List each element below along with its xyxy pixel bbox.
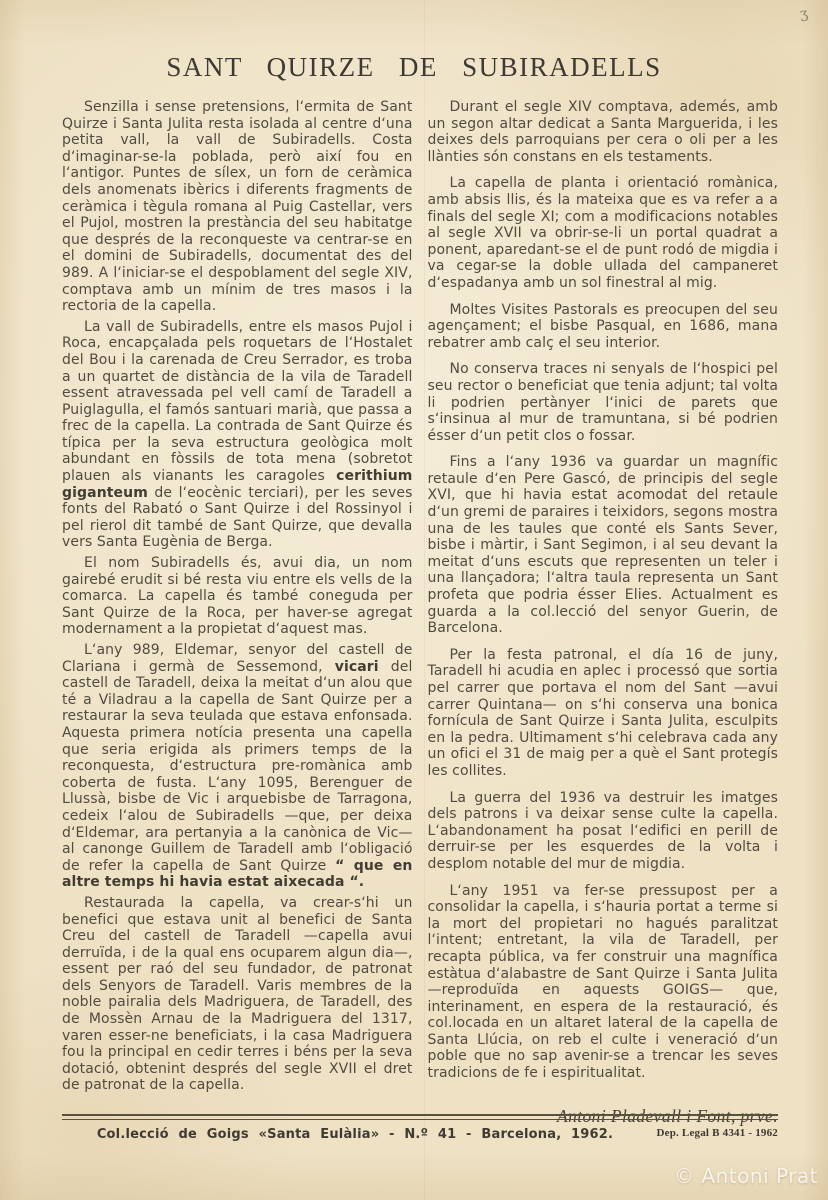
- paragraph: [62, 555, 413, 638]
- footer: [62, 1114, 778, 1145]
- legal-deposit: Dep. Legal B 4341 - 1962: [656, 1127, 778, 1139]
- paragraph: [428, 883, 779, 1082]
- text-run: El nom Subiradells és, avui dia, un nom gairebé erudit si bé resta viu entre els vells de la comarca. La capella és també coneguda per Sant Quirze de la Roca, per haver-se agregat modernament a la propietat d‘aquest mas.: [62, 555, 413, 638]
- paragraph: [428, 361, 779, 444]
- text-run: Senzilla i sense pretensions, l‘ermita de Sant Quirze i Santa Julita resta isolada al centre d‘una petita vall, la vall de Subiradells. Costa d‘imaginar-se-la poblada, però així fou en l‘antigor. Puntes de sílex, un forn de ceràmica dels anomenats ibèrics i diferents fragments de ceràmica i tègula romana al Puig Castellar, vers el Pujol, mostren la prestància del seu habitatge que després de la reconqueste va centrar-se en el domini de Subiradells, documentat des del 989. A l‘iniciar-se el despoblament del segle XIV, comptava amb un mínim de tres masos i la rectoria de la capella.: [62, 99, 413, 315]
- text-run: La guerra del 1936 va destruir les imatges dels patrons i va deixar sense culte la capella. L‘abandonament ha posat l‘edifici en perill de derruir-se per les esquerdes de la volta i desplom notable del mur de migdia.: [427, 789, 778, 872]
- column-right: [428, 99, 779, 1124]
- text-run: L‘any 989, Eldemar, senyor del castell de Clariana i germà de Sessemond,: [62, 642, 413, 675]
- text-run: L‘any 1951 va fer-se pressupost per a consolidar la capella, i s‘hauria portat a terme si la mort del propietari no hagués paralitzat l‘intent; entretant, la vila de Taradell, per recapta pública, va fer construir una magnífica estàtua d‘alabastre de Sant Quirze i Santa Julita —reproduïda en aquests GOIGS— que, interinament, en espera de la restauració, és col.locada en un altaret lateral de la capella de Santa Llúcia, on reb el culte i veneració d‘un poble que no sap avenir-se a trencar les seves tradicions de fe i espiritualitat.: [427, 882, 778, 1082]
- paragraph: [428, 454, 779, 637]
- text-columns: [62, 99, 778, 1124]
- bold-text-run: cerithium giganteum: [62, 468, 413, 501]
- bold-text-run: “ que en altre temps hi havia estat aixecada “.: [62, 857, 413, 891]
- bold-text-run: vicari: [334, 658, 379, 675]
- text-run: Moltes Visites Pastorals es preocupen del seu agençament; el bisbe Pasqual, en 1686, mana rebatrer amb calç el seu interior.: [427, 301, 778, 351]
- paragraph: [62, 319, 413, 551]
- text-run: Per la festa patronal, el día 16 de juny, Taradell hi acudia en aplec i processó que sortia pel carrer que portava el nom del Sant —avui carrer Quintana— on s‘hi conserva una bonica fornícula de Sant Quirze i Santa Julita, esculpits en la pedra. Ultimament s‘hi celebrava cada any un ofici el 31 de maig per a què el Sant protegís les collites.: [427, 646, 778, 779]
- paragraph: [428, 99, 779, 165]
- paragraph: [428, 647, 779, 780]
- text-run: La capella de planta i orientació romànica, amb absis llis, és la mateixa que es va refer a a finals del segle XI; com a modificacions notables al segle XVII va obrir-se-li un portal quadrat a ponent, aparedant-se el de punt rodó de migdia i va cegar-se la doble ullada del campaneret d‘espadanya amb un sol finestral al mig.: [427, 175, 778, 291]
- footer-line: [62, 1127, 778, 1145]
- text-run: del castell de Taradell, deixa la meitat d‘un alou que té a Viladrau a la capella de Sant Quirze per a restaurar la seva teulada que estava enfonsada. Aquesta primera notícia presenta una capella que seria erigida als primers temps de la reconquesta, d‘estructura pre-romànica amb coberta de fusta. L‘any 1095, Berenguer de Llussà, bisbe de Vic i arquebisbe de Tarragona, cedeix l‘alou de Subiradells —que, per deixa d‘Eldemar, ara pertanyia a la canònica de Vic— al canonge Guillem de Taradell amb l‘obligació de refer la capella de Sant Quirze: [62, 658, 413, 874]
- text-run: Restaurada la capella, va crear-s‘hi un benefici que estava unit al benefici de Santa Creu del castell de Taradell —capella avui derruïda, i de la qual ens ocuparem algun dia—, essent per raó del seu fundador, de patronat dels Senyors de Taradell. Varis membres de la noble pairalia dels Madriguera, de Taradell, des de Mossèn Arnau de la Madriguera del 1317, varen esser-ne beneficiats, i la casa Madriguera fou la principal en cedir terres i béns per la seva dotació, obtenint després del segle XVII el dret de patronat de la capella.: [62, 894, 413, 1094]
- text-run: Fins a l‘any 1936 va guardar un magnífic retaule d‘en Pere Gascó, de principis del segle XVI, que hi havia estat acomodat del retaule d‘un gremi de paraires i teixidors, segons mostra una de les taules que conté els Sants Sever, bisbe i màrtir, i Sant Segimon, i al seu devant la meitat d‘uns escuts que representen un teler i una llançadora; l‘altra taula representa un Sant profeta que podria ésser Elies. Actualment es guarda a la col.lecció del senyor Guerin, de Barcelona.: [427, 454, 778, 637]
- author-signature: Antoni Pladevall i Font, prve.: [557, 1105, 778, 1126]
- column-left: [62, 99, 413, 1124]
- collection-imprint: Col.lecció de Goigs «Santa Eulàlia» - N.º 41 - Barcelona, 1962.: [96, 1127, 614, 1142]
- double-rule-separator: [62, 1114, 778, 1120]
- paragraph: [428, 790, 779, 873]
- text-run: de l‘eocènic terciari), per les seves fonts del Rabató o Sant Quirze i del Rossinyol i pel rierol dit també de Sant Quirze, que devalla vers Santa Eugènia de Berga.: [62, 484, 413, 551]
- copyright-watermark: © Antoni Prat: [674, 1164, 818, 1188]
- paragraph: [428, 302, 779, 352]
- page-title: SANT QUIRZE DE SUBIRADELLS: [166, 52, 662, 82]
- column-right-paragraphs: [428, 99, 779, 1082]
- paragraph: [62, 895, 413, 1094]
- paragraph: [62, 642, 413, 891]
- text-run: No conserva traces ni senyals de l‘hospici pel seu rector o beneficiat que tenia adjunt; tal volta li podrien pertànyer l‘inici de parets que s‘insinua al mur de tramuntana, si bé podrien ésser d‘un petit clos o fossar.: [427, 361, 778, 444]
- paragraph: [62, 99, 413, 315]
- paragraph: [428, 175, 779, 291]
- text-run: Durant el segle XIV comptava, ademés, amb un segon altar dedicat a Santa Marguerida, i les deixes dels parroquians per cera o oli per a les llànties són constans en els testaments.: [427, 99, 778, 165]
- text-run: La vall de Subiradells, entre els masos Pujol i Roca, encapçalada pels roquetars de l‘Hostalet del Bou i la carenada de Creu Serrador, es troba a un quartet de distància de la vila de Taradell essent atravessada pel vell camí de Taradell a Puiglagulla, el famós santuari marià, que passa a frec de la capella. La contrada de Sant Quirze és típica per la seva estructura geològica molt abundant en fòssils de tota mena (sobretot plauen als vianants les caragoles: [62, 318, 413, 485]
- handwritten-pencil-mark: ʒ: [799, 5, 810, 23]
